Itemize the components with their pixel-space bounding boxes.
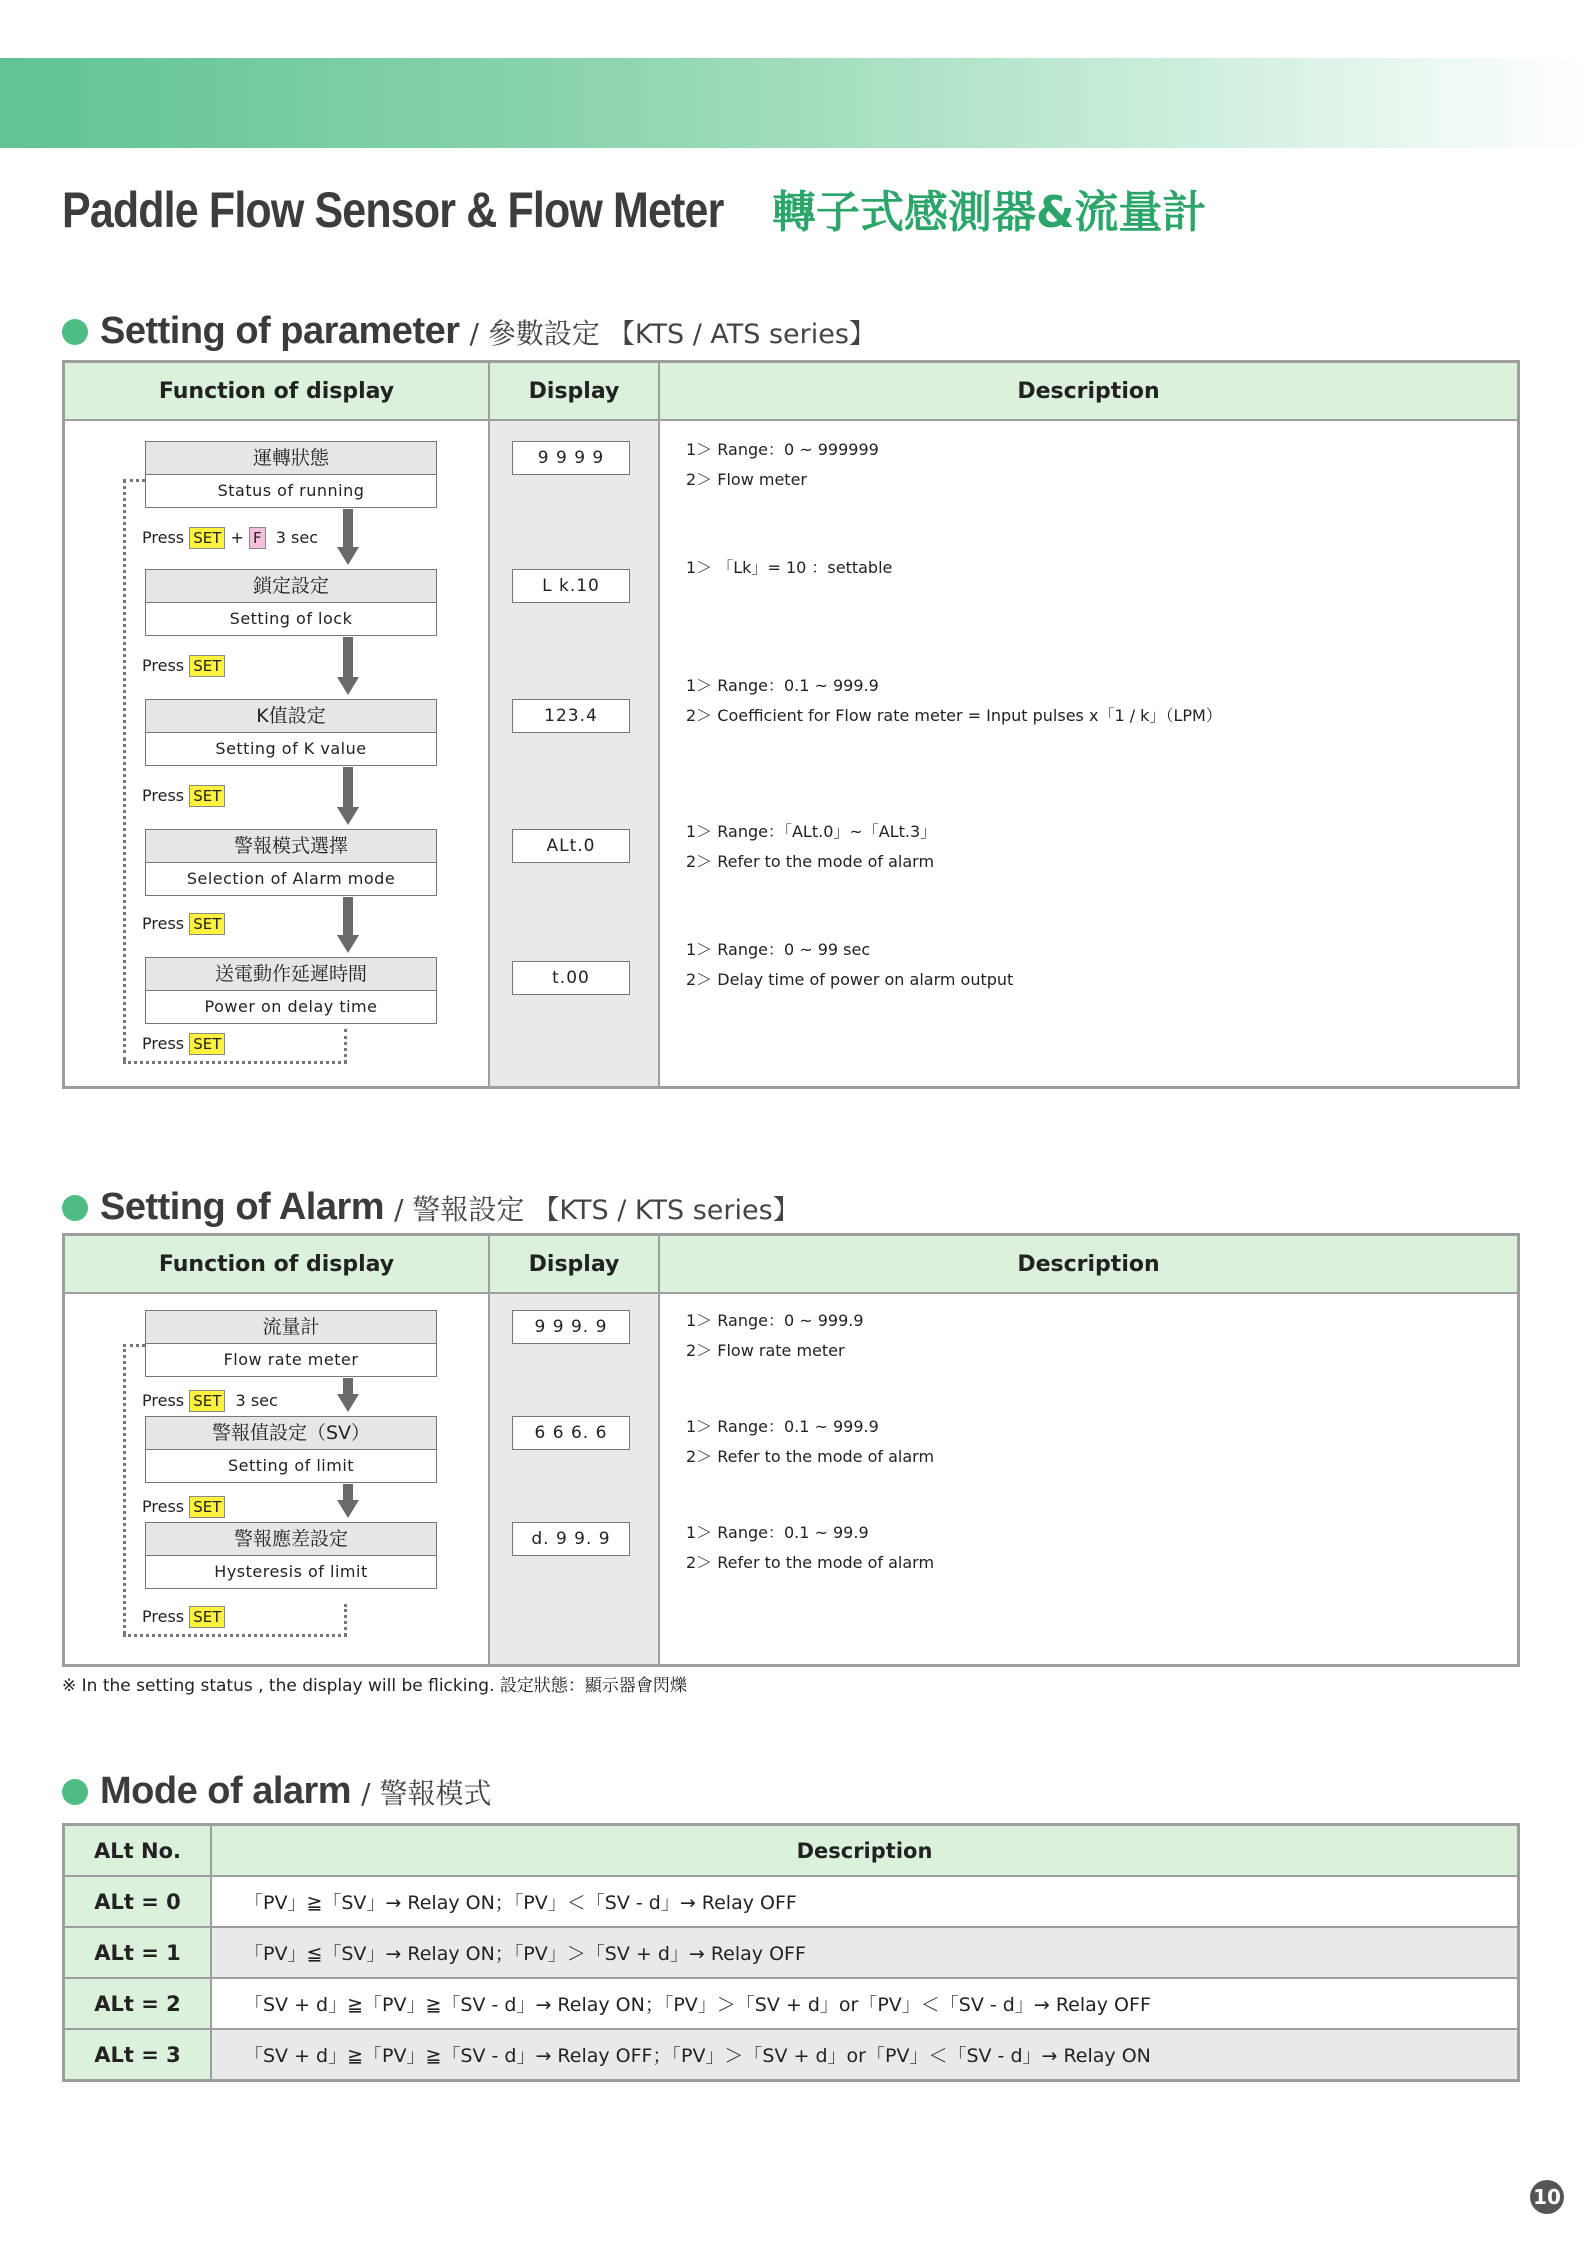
display-readout: 9 9 9. 9 [512,1310,630,1344]
plus-sign: + [230,528,244,547]
description-line: 1＞ Range：0 ~ 999999 [686,440,879,459]
step-label-zh: 送電動作延遲時間 [146,958,436,991]
press-instruction [142,1606,225,1628]
page-title-en: Paddle Flow Sensor & Flow Meter [62,182,724,238]
press-text: Press [142,528,185,547]
section-series: 【KTS / KTS series】 [532,1195,800,1226]
set-key: SET [189,655,225,677]
press-instruction [142,785,225,807]
down-arrow-icon [337,547,359,565]
step-alarm-mode [145,829,437,896]
description-block [686,671,1222,731]
step-status-running [145,441,437,508]
press-instruction [142,913,225,935]
press-instruction [142,1496,225,1518]
press-text: Press [142,1497,185,1516]
press-text: Press [142,786,185,805]
press-text: Press [142,1607,185,1626]
col-header-description: Description [659,1235,1519,1294]
step-label-zh: 警報值設定（SV） [146,1417,436,1450]
display-readout: t.00 [512,961,630,995]
alt-number: ALt = 1 [64,1927,212,1978]
section-title-en: Setting of Alarm [100,1186,385,1228]
loop-line [344,1029,347,1063]
section-heading-mode [62,1770,491,1813]
col-header-function: Function of display [64,362,490,421]
set-key: SET [189,1606,225,1628]
section-title-zh: / 警報模式 [361,1776,492,1810]
alt-number: ALt = 0 [64,1876,212,1927]
display-readout: 9 9 9 9 [512,441,630,475]
description-line: 2＞ Coefficient for Flow rate meter = Input pulses x「1 / k」（LPM） [686,706,1222,725]
step-label-en: Status of running [217,481,365,500]
down-arrow-icon [343,637,353,679]
alarm-mode-table [62,1823,1520,2082]
step-label-en: Setting of K value [215,739,367,758]
press-instruction [142,527,318,549]
loop-line [123,1344,145,1347]
col-header-description: Description [211,1825,1519,1877]
hold-time: 3 sec [275,528,319,547]
description-line: 2＞ Refer to the mode of alarm [686,1447,935,1466]
step-label-zh: 警報模式選擇 [146,830,436,863]
loop-line [123,1061,347,1064]
press-text: Press [142,1391,185,1410]
col-header-alt-no: ALt No. [64,1825,212,1877]
section-title-zh: / 警報設定 [394,1192,525,1226]
description-block [686,435,879,495]
display-readout: d. 9 9. 9 [512,1522,630,1556]
description-block [686,935,1013,995]
set-key: SET [189,785,225,807]
table-row [64,2029,1519,2081]
page-title-zh: 轉子式感測器&流量計 [772,187,1207,238]
description-line: 1＞ Range：0.1 ~ 99.9 [686,1523,869,1542]
step-setting-limit [145,1416,437,1483]
f-key: F [249,527,266,549]
col-header-display: Display [489,1235,659,1294]
step-label-zh: 鎖定設定 [146,570,436,603]
table-row [64,1876,1519,1927]
description-line: 2＞ Delay time of power on alarm output [686,970,1014,989]
flicking-note: ※ In the setting status , the display will be flicking. 設定狀態：顯示器會閃爍 [62,1676,687,1696]
step-label-zh: 流量計 [146,1311,436,1344]
bullet-dot-icon [62,319,88,345]
step-setting-k-value [145,699,437,766]
display-readout: 6 6 6. 6 [512,1416,630,1450]
alt-description: 「SV + d」≧「PV」≧「SV - d」→ Relay ON；「PV」＞「SV + d」or「PV」＜「SV - d」→ Relay OFF [211,1978,1519,2029]
hold-time: 3 sec [235,1391,278,1410]
down-arrow-icon [343,897,353,937]
col-header-description: Description [659,362,1519,421]
alt-number: ALt = 3 [64,2029,212,2081]
header-gradient-bar [0,58,1587,148]
description-line: 1＞ Range：0 ~ 99 sec [686,940,871,959]
down-arrow-icon [337,677,359,695]
description-line: 1＞ Range：「ALt.0」~「ALt.3」 [686,822,937,841]
press-text: Press [142,1034,185,1053]
display-readout: 123.4 [512,699,630,733]
loop-line [123,1344,126,1634]
set-key: SET [189,1496,225,1518]
section-heading-alarm [62,1186,800,1229]
loop-line [344,1604,347,1636]
page-title [62,176,1206,246]
table-row [64,1978,1519,2029]
press-instruction [142,1390,278,1412]
description-cell [659,1293,1519,1666]
loop-line [123,1634,347,1637]
step-label-en: Setting of limit [227,1456,355,1475]
step-hysteresis [145,1522,437,1589]
press-text: Press [142,914,185,933]
set-key: SET [189,913,225,935]
description-line: 2＞ Refer to the mode of alarm [686,1553,935,1572]
description-line: 1＞ Range：0.1 ~ 999.9 [686,1417,879,1436]
step-power-delay [145,957,437,1024]
description-line: 2＞ Flow meter [686,470,808,489]
section-title-en: Setting of parameter [100,310,460,352]
step-label-zh: 運轉狀態 [146,442,436,475]
description-block [686,817,936,877]
description-block [686,553,892,583]
step-label-en: Selection of Alarm mode [186,869,396,888]
step-flow-rate-meter [145,1310,437,1377]
step-label-en: Power on delay time [204,997,378,1016]
section-title-zh: / 參數設定 [469,316,600,350]
step-label-en: Setting of lock [229,609,353,628]
set-key: SET [189,1390,225,1412]
down-arrow-icon [337,935,359,953]
step-label-en: Flow rate meter [223,1350,359,1369]
description-line: 1＞ Range：0.1 ~ 999.9 [686,676,879,695]
down-arrow-icon [337,1500,359,1518]
alt-description: 「SV + d」≧「PV」≧「SV - d」→ Relay OFF；「PV」＞「SV + d」or「PV」＜「SV - d」→ Relay ON [211,2029,1519,2081]
display-cell [489,1293,659,1666]
description-block [686,1412,934,1472]
down-arrow-icon [337,1394,359,1412]
section-title-en: Mode of alarm [100,1770,352,1812]
step-label-zh: K值設定 [146,700,436,733]
description-cell [659,420,1519,1088]
press-instruction [142,1033,225,1055]
description-line: 2＞ Refer to the mode of alarm [686,852,935,871]
flow-diagram-cell [64,420,490,1088]
description-line: 1＞ Range：0 ~ 999.9 [686,1311,864,1330]
parameter-table [62,360,1520,1089]
display-readout: ALt.0 [512,829,630,863]
set-key: SET [189,527,225,549]
alt-description: 「PV」≧「SV」→ Relay ON；「PV」＜「SV - d」→ Relay OFF [211,1876,1519,1927]
down-arrow-icon [343,509,353,549]
bullet-dot-icon [62,1195,88,1221]
section-series: 【KTS / ATS series】 [607,319,876,350]
alt-number: ALt = 2 [64,1978,212,2029]
col-header-function: Function of display [64,1235,490,1294]
page-number: 10 [1530,2180,1564,2214]
step-label-en: Hysteresis of limit [214,1562,368,1581]
alarm-table [62,1233,1520,1667]
description-line: 2＞ Flow rate meter [686,1341,845,1360]
display-cell [489,420,659,1088]
description-block [686,1518,934,1578]
flow-diagram-cell [64,1293,490,1666]
down-arrow-icon [337,807,359,825]
section-heading-parameter [62,310,876,353]
alt-description: 「PV」≦「SV」→ Relay ON；「PV」＞「SV + d」→ Relay OFF [211,1927,1519,1978]
display-readout: L k.10 [512,569,630,603]
loop-line [123,479,145,482]
step-setting-lock [145,569,437,636]
press-text: Press [142,656,185,675]
bullet-dot-icon [62,1779,88,1805]
down-arrow-icon [343,767,353,809]
step-label-zh: 警報應差設定 [146,1523,436,1556]
col-header-display: Display [489,362,659,421]
press-instruction [142,655,225,677]
description-line: 1＞ 「Lk」= 10 ：settable [686,558,893,577]
loop-line [123,479,126,1061]
description-block [686,1306,864,1366]
set-key: SET [189,1033,225,1055]
table-row [64,1927,1519,1978]
